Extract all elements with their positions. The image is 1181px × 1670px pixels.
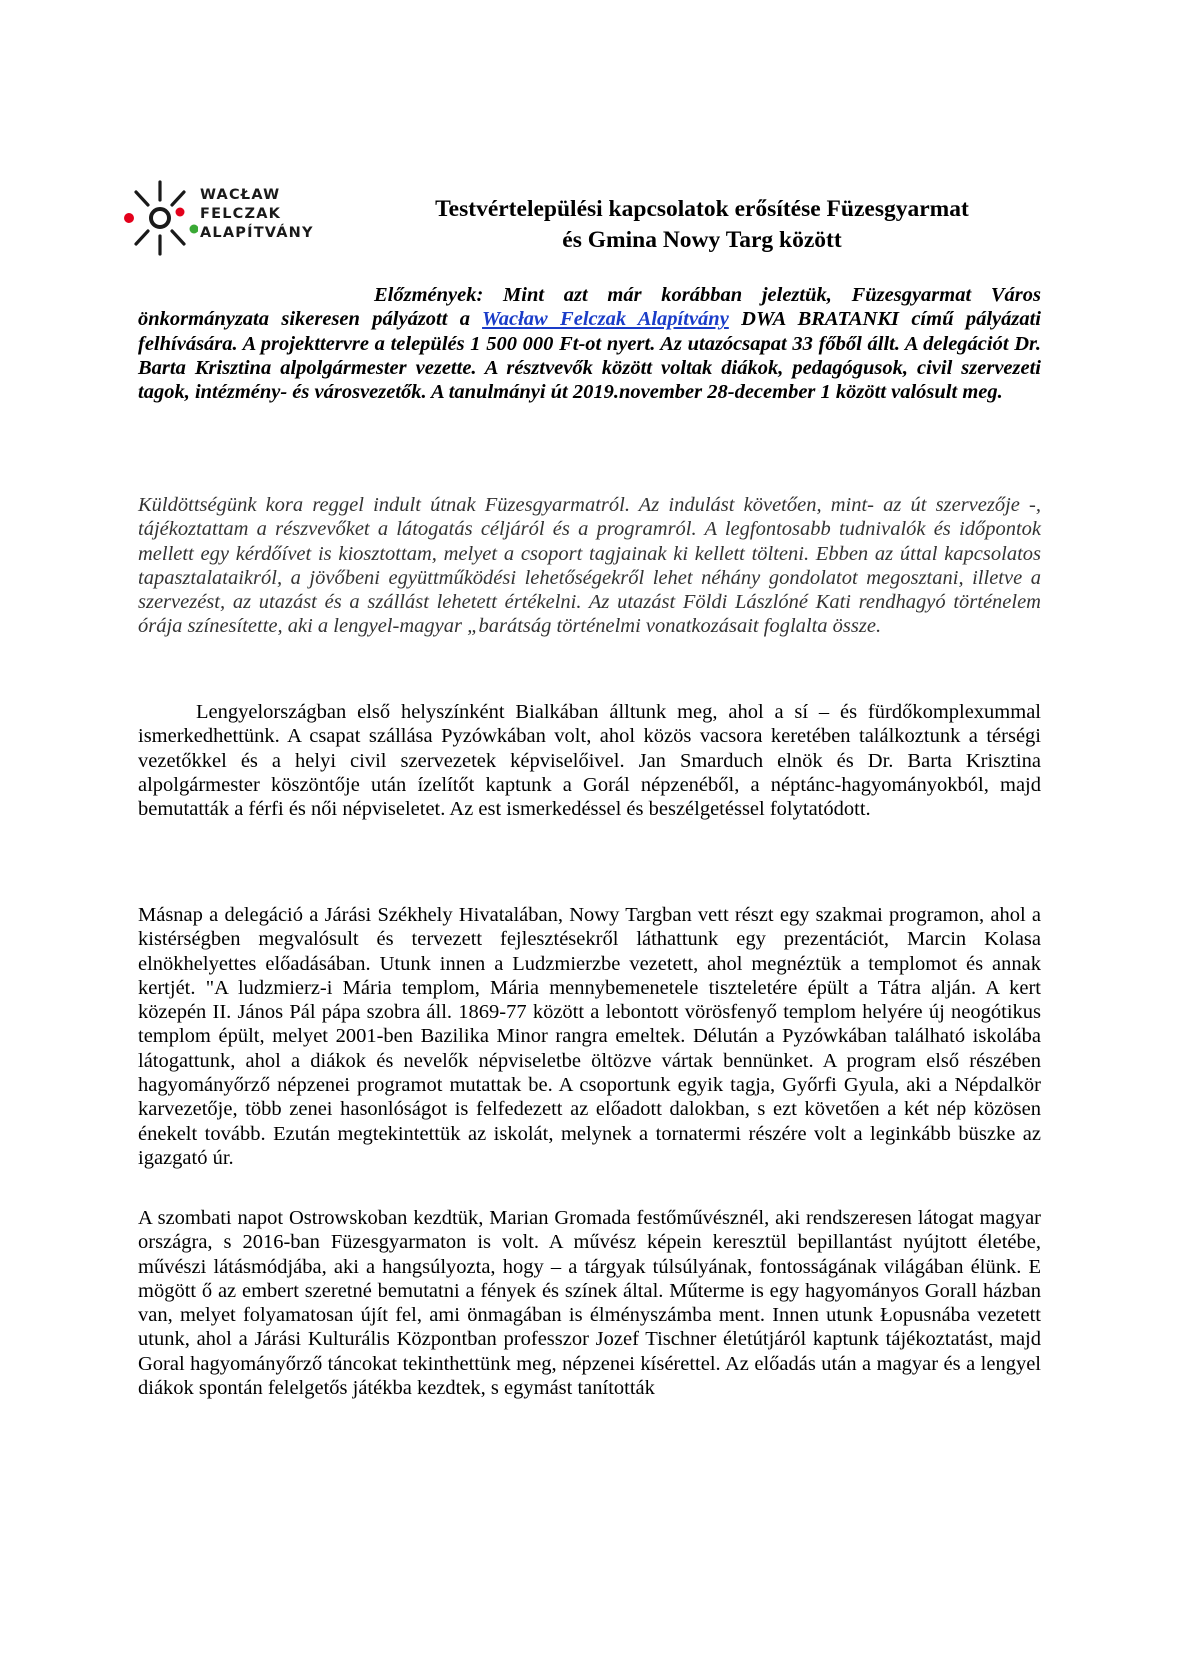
logo-wordmark	[200, 186, 314, 243]
intro-text-after: DWA BRATANKI című pályázati felhívására. A projekttervre a település 1 500 000 Ft-ot nyert. Az utazócsapat 33 főből állt. A delegációt Dr. Barta Krisztina alpolgármester vezette. A résztvevők között voltak diákok, pedagógusok, civil szervezeti tagok, intézmény- és városvezetők. A tanulmányi út 2019.november 28-december 1 között valósult meg.	[138, 308, 1041, 404]
intro-text-before: Előzmények: Mint azt már korábban jeleztük, Füzesgyarmat Város önkormányzata sikeresen pályázott a	[138, 284, 1041, 331]
logo-line-3: ALAPÍTVÁNY	[200, 225, 314, 241]
body-paragraph-1: Lengyelországban első helyszínként Bialkában álltunk meg, ahol a sí – és fürdőkomplexummal ismerkedhettünk. A csapat szállása Pyzówkában volt, ahol közös vacsora keretében találkoztunk a térségi vezetőkkel és a helyi civil szervezetek képviselőivel. Jan Smarduch elnök és Dr. Barta Krisztina alpolgármester köszöntője után ízelítőt kaptunk a Gorál népzenéből, a néptánc-hagyományokból, majd bemutatták a férfi és női népviseletet. Az est ismerkedéssel és beszélgetéssel folytatódott.	[138, 701, 1041, 821]
logo-line-1: WACŁAW	[200, 187, 281, 203]
document-title	[372, 194, 1032, 256]
intro-paragraph	[138, 283, 1041, 404]
body-paragraph-3: A szombati napot Ostrowskoban kezdtük, Marian Gromada festőművésznél, aki rendszeresen látogat magyar országra, s 2016-ban Füzesgyarmaton is volt. A művész képein keresztül bepillantást nyújtott életébe, művészi látásmódjába, aki a hangsúlyozta, hogy – a tárgyak túlsúlyának, fontosságának világában élünk. E mögött ő az embert szeretné bemutatni a fények és színek által. Műterme is egy hagyományos Gorall házban van, melyet folyamatosan újít fel, ami önmagában is élményszámba ment. Innen utunk Łopusnába vezetett utunk, ahol a Járási Kulturális Központban professzor Jozef Tischner életútjáról kaptunk tájékoztatást, majd Goral hagyományőrző táncokat tekinthettünk meg, népzenei kísérettel. Az előadás után a magyar és a lengyel diákok spontán felelgetős játékba kezdtek, s egymást tanították	[138, 1207, 1041, 1400]
logo-line-2: FELCZAK	[200, 206, 282, 222]
foundation-logo	[122, 178, 332, 258]
title-line-1: Testvértelepülési kapcsolatok erősítése Füzesgyarmat	[435, 196, 969, 222]
sun-rays-logo-icon	[122, 178, 198, 258]
body-paragraph-2: Másnap a delegáció a Járási Székhely Hivatalában, Nowy Targban vett részt egy szakmai programon, ahol a kistérségben megvalósult és tervezett fejlesztésekről láthattunk egy prezentációt, Marcin Kolasa elnökhelyettes előadásában. Utunk innen a Ludzmierzbe vezetett, ahol megnéztük a templomot és annak kertjét. "A ludzmierz-i Mária templom, Mária mennybemenetele tiszteletére épült a Tátra alján. A kert közepén II. János Pál pápa szobra áll. 1869-77 között a lebontott vörösfenyő templom helyére új neogótikus templom épült, melyet 2001-ben Bazilika Minor rangra emeltek. Délután a Pyzówkában található iskolába látogattunk, ahol a diákok és nevelők népviseletbe öltözve vártak bennünket. A program első részében hagyományőrző népzenei programot mutattak be. A csoportunk egyik tagja, Győrfi Gyula, aki a Népdalkör karvezetője, több zenei hasonlóságot is felfedezett az előadott dalokban, s ezt követően a két nép közösen énekelt tovább. Ezután megtekintettük az iskolát, melynek a tornatermi részére volt a leginkább büszke az igazgató úr.	[138, 904, 1041, 1169]
title-line-2: és Gmina Nowy Targ között	[562, 227, 842, 253]
italic-paragraph: Küldöttségünk kora reggel indult útnak Füzesgyarmatról. Az indulást követően, mint- az út szervezője -, tájékoztattam a részvevőket a látogatás céljáról és a programról. A legfontosabb tudnivalók és időpontok mellett egy kérdőívet is kiosztottam, melyet a csoport tagjainak ki kellett tölteni. Ebben az úttal kapcsolatos tapasztalataikról, a jövőbeni együttműködési lehetőségekről lehet néhány gondolatot megosztani, illetve a szervezést, az utazást és a szállást lehetett értékelni. Az utazást Földi Lászlóné Kati rendhagyó történelem órája színesítette, aki a lengyel-magyar „barátság történelmi vonatkozásait foglalta össze.	[138, 494, 1041, 638]
foundation-link[interactable]: Wacław Felczak Alapítvány	[482, 308, 729, 331]
